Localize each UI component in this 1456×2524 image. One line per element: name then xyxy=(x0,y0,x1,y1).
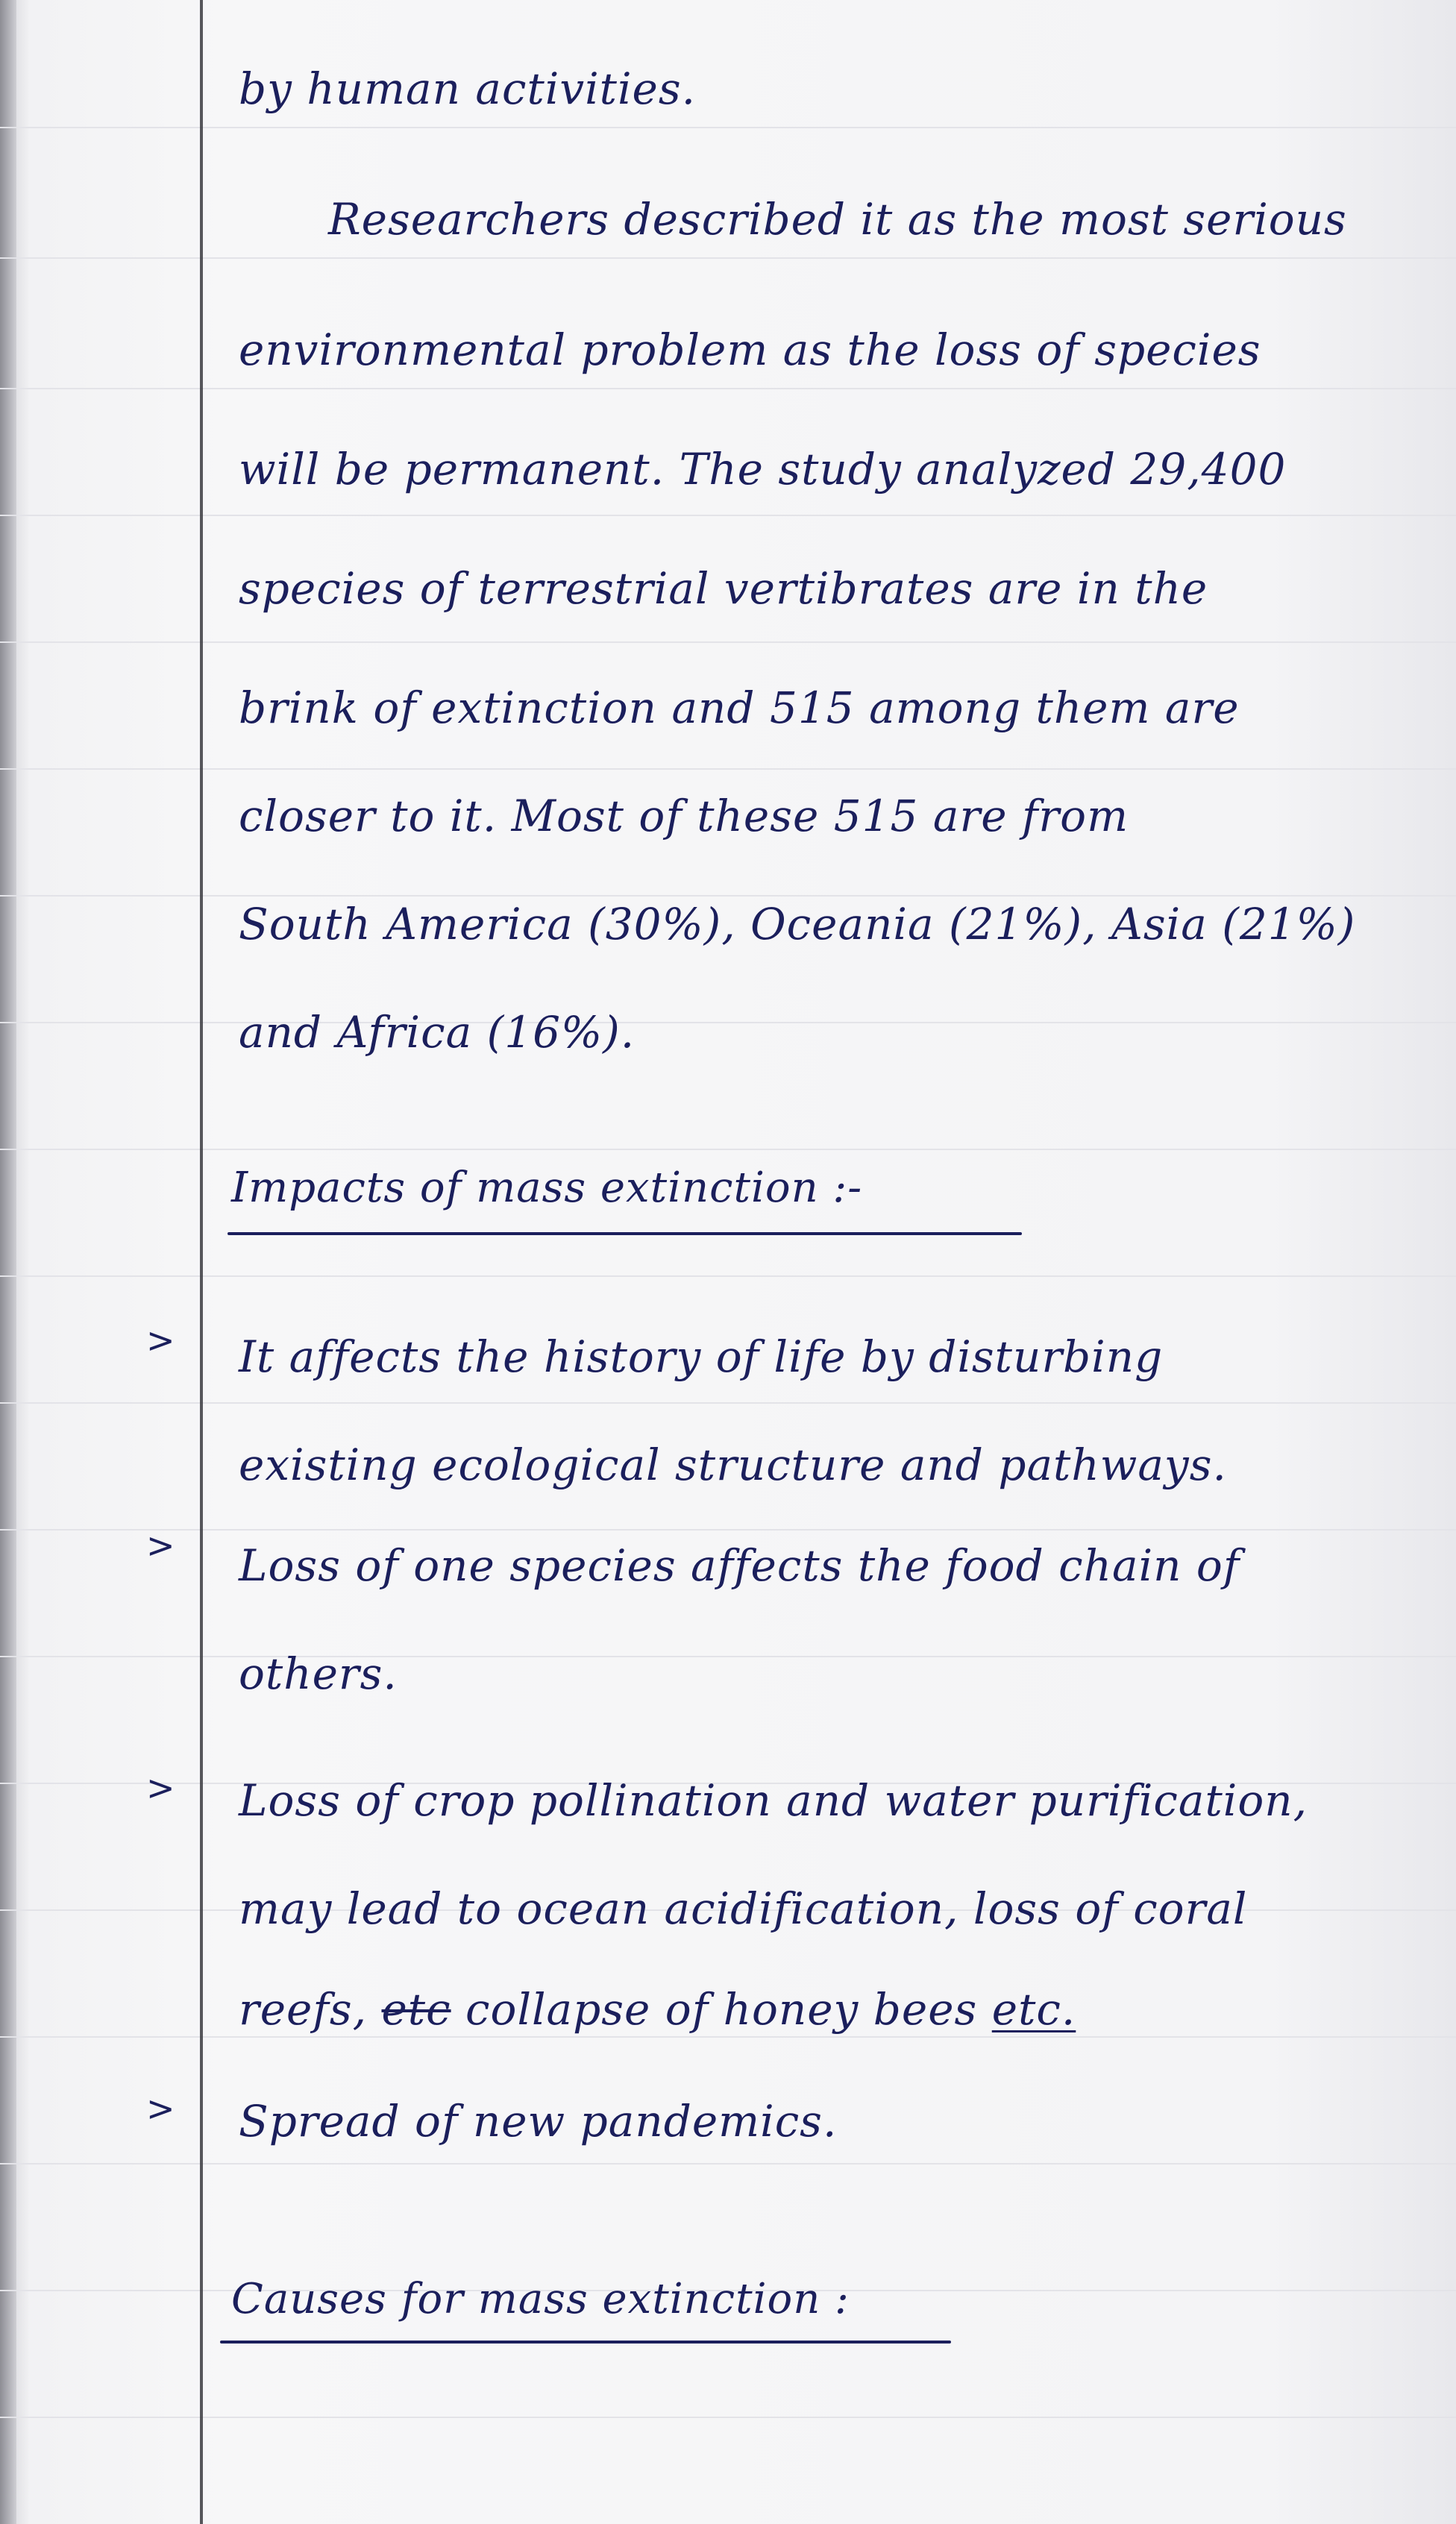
note-line: closer to it. Most of these 515 are from xyxy=(239,791,1129,841)
impacts-heading: Impacts of mass extinction :- xyxy=(231,1164,863,1212)
note-line: species of terrestrial vertibrates are in the xyxy=(239,563,1208,614)
note-line: and Africa (16%). xyxy=(239,1007,636,1058)
note-line: environmental problem as the loss of species xyxy=(239,324,1261,375)
ruled-line xyxy=(0,127,1456,128)
bullet-marker: > xyxy=(146,1320,175,1360)
note-line: Researchers described it as the most serious xyxy=(328,194,1347,245)
impact-line-final xyxy=(239,1984,1076,2035)
heading-underline xyxy=(228,1232,1022,1235)
margin-line xyxy=(200,0,203,2524)
impact-text: collapse of honey bees xyxy=(465,1984,978,2035)
bullet-marker: > xyxy=(146,1768,175,1808)
impact-line: Loss of crop pollination and water purification, xyxy=(239,1775,1308,1826)
ruled-line xyxy=(0,895,1456,897)
impact-line: Spread of new pandemics. xyxy=(239,2096,838,2147)
ruled-line xyxy=(0,2163,1456,2164)
ruled-line xyxy=(0,388,1456,389)
ruled-line xyxy=(0,1656,1456,1657)
struck-text: etc xyxy=(381,1984,451,2035)
ruled-line xyxy=(0,1529,1456,1531)
impact-line: may lead to ocean acidification, loss of coral xyxy=(239,1883,1248,1934)
ruled-line xyxy=(0,1149,1456,1150)
ruled-line xyxy=(0,641,1456,643)
note-line: by human activities. xyxy=(239,63,697,114)
note-line: brink of extinction and 515 among them are xyxy=(239,682,1240,733)
ruled-line xyxy=(0,768,1456,770)
bullet-marker: > xyxy=(146,2088,175,2129)
ruled-line xyxy=(0,1275,1456,1277)
ruled-line xyxy=(0,1402,1456,1404)
ruled-line xyxy=(0,1022,1456,1023)
ruled-line xyxy=(0,257,1456,259)
impact-line: It affects the history of life by disturbing xyxy=(239,1331,1164,1382)
impact-line: existing ecological structure and pathways. xyxy=(239,1440,1227,1490)
heading-underline xyxy=(220,2341,951,2344)
ruled-line xyxy=(0,2036,1456,2038)
ruled-line xyxy=(0,515,1456,516)
impact-text: reefs, xyxy=(239,1984,368,2035)
impact-line: others. xyxy=(239,1648,398,1699)
note-line: South America (30%), Oceania (21%), Asia (21%) xyxy=(239,899,1356,949)
causes-heading: Causes for mass extinction : xyxy=(231,2275,850,2323)
ruled-line xyxy=(0,2417,1456,2418)
bullet-marker: > xyxy=(146,1525,175,1566)
notebook-binding-edge xyxy=(0,0,16,2524)
underlined-text: etc. xyxy=(991,1984,1076,2035)
note-line: will be permanent. The study analyzed 29,400 xyxy=(239,444,1287,495)
impact-line: Loss of one species affects the food chain of xyxy=(239,1540,1240,1591)
